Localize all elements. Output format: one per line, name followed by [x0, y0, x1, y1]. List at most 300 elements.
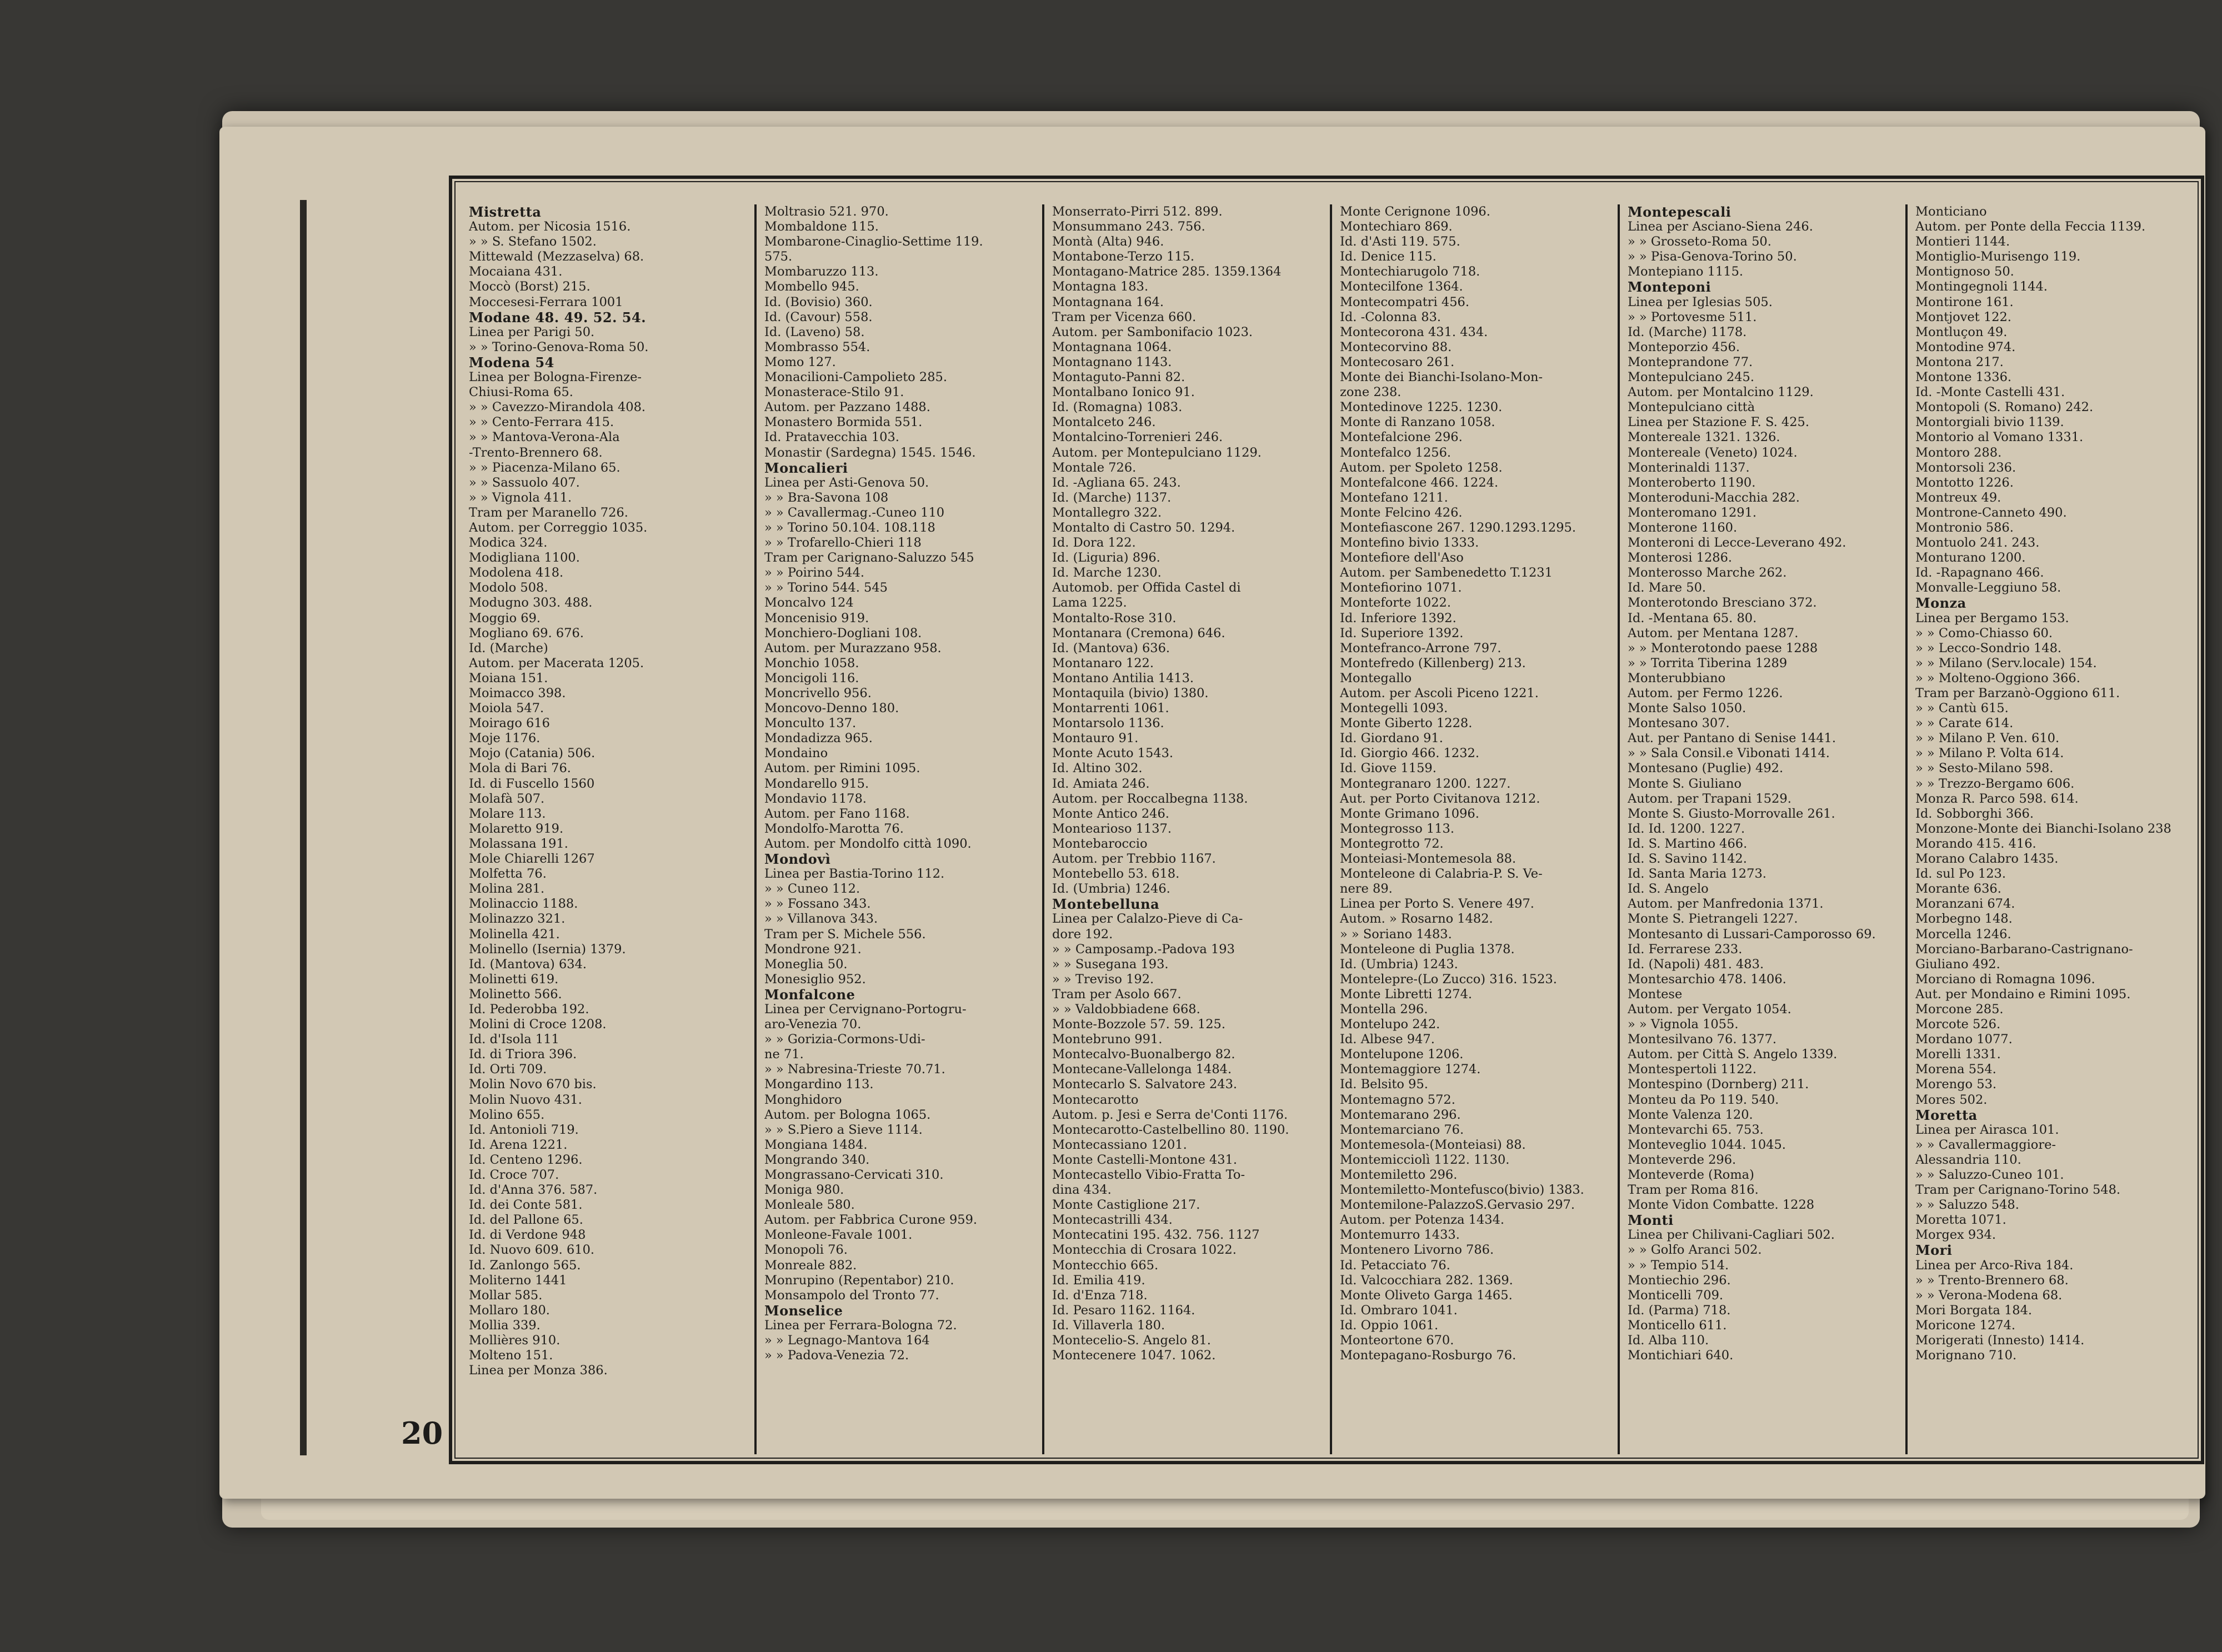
index-heading: Modena 54 [469, 354, 554, 371]
index-entry: Mole Chiarelli 1267 [469, 852, 595, 867]
index-entry: Autom. per Mentana 1287. [1628, 625, 1799, 640]
index-entry: » » Trezzo-Bergamo 606. [1915, 776, 2075, 791]
index-entry: » » Cavallermag.-Cuneo 110 [764, 505, 945, 520]
index-entry: » » Saluzzo 548. [1915, 1198, 2019, 1213]
index-entry: Id. d'Isola 111 [469, 1032, 559, 1047]
index-entry: Mores 502. [1915, 1092, 1988, 1107]
index-entry: Aut. per Porto Civitanova 1212. [1340, 791, 1540, 806]
index-entry: Linea per Bergamo 153. [1915, 610, 2069, 625]
index-entry: Molino 655. [469, 1107, 545, 1122]
index-entry: Monte Castelli-Montone 431. [1052, 1152, 1238, 1167]
index-entry: Monterosi 1286. [1628, 550, 1733, 565]
index-entry: Monteroni di Lecce-Leverano 492. [1628, 535, 1846, 550]
index-entry: Monza R. Parco 598. 614. [1915, 791, 2079, 806]
index-entry: Id. Pesaro 1162. 1164. [1052, 1303, 1195, 1318]
index-entry: » » Legnago-Mantova 164 [764, 1333, 930, 1348]
index-entry: Montefino bivio 1333. [1340, 535, 1479, 550]
index-entry: Linea per Monza 386. [469, 1363, 608, 1378]
index-entry: » » Fossano 343. [764, 897, 871, 912]
index-entry: Morigerati (Innesto) 1414. [1915, 1333, 2085, 1348]
index-entry: Montà (Alta) 946. [1052, 234, 1164, 249]
index-entry: Molin Novo 670 bis. [469, 1077, 597, 1092]
index-entry: Giuliano 492. [1915, 957, 2000, 972]
index-entry: Montecorona 431. 434. [1340, 324, 1488, 339]
index-entry: Montebaroccio [1052, 836, 1148, 851]
index-entry: Autom. per Montalcino 1129. [1628, 385, 1814, 400]
index-entry: dina 434. [1052, 1183, 1112, 1198]
index-entry: Montanaro 122. [1052, 655, 1154, 670]
index-entry: Moncalvo 124 [764, 595, 854, 610]
index-entry: Monte Felcino 426. [1340, 505, 1463, 520]
index-entry: Id. -Mentana 65. 80. [1628, 610, 1757, 625]
index-entry: Autom. per Rimini 1095. [764, 761, 920, 776]
index-heading: Modane 48. 49. 52. 54. [469, 309, 647, 325]
index-entry: » » Grosseto-Roma 50. [1628, 234, 1771, 249]
index-entry: Monte Oliveto Garga 1465. [1340, 1288, 1513, 1303]
index-entry: Montecastello Vibio-Fratta To- [1052, 1168, 1245, 1182]
index-entry: Montecassiano 1201. [1052, 1137, 1187, 1152]
index-entry: Id. Denice 115. [1340, 249, 1437, 264]
index-entry: Montagnana 164. [1052, 294, 1164, 309]
page-spine-line [300, 200, 307, 1455]
index-entry: Montelupo 242. [1340, 1017, 1440, 1032]
index-entry: Id. d'Anna 376. 587. [469, 1183, 598, 1198]
index-entry: Montemurro 1433. [1340, 1228, 1460, 1243]
index-entry: Montorgiali bivio 1139. [1915, 415, 2064, 430]
index-entry: Montieri 1144. [1915, 234, 2010, 249]
index-entry: Id. S. Angelo [1628, 882, 1709, 897]
index-entry: » » Milano P. Ven. 610. [1915, 731, 2060, 746]
index-entry: Montemiletto-Montefusco(bivio) 1383. [1340, 1183, 1584, 1198]
index-entry: Morciano-Barbarano-Castrignano- [1915, 942, 2133, 957]
index-entry: Chiusi-Roma 65. [469, 385, 573, 400]
index-entry: » » Cento-Ferrara 415. [469, 415, 614, 430]
index-entry: » » Saluzzo-Cuneo 101. [1915, 1168, 2064, 1182]
index-entry: Id. Orti 709. [469, 1062, 547, 1077]
index-entry: Id. Giordano 91. [1340, 731, 1443, 746]
index-entry: » » S.Piero a Sieve 1114. [764, 1122, 923, 1137]
index-entry: Moricone 1274. [1915, 1318, 2016, 1333]
index-entry: Montalceto 246. [1052, 415, 1156, 430]
index-entry: » » Piacenza-Milano 65. [469, 460, 620, 475]
index-entry: Molaretto 919. [469, 821, 564, 836]
index-column-2 [754, 204, 1042, 1454]
index-entry: Monchiero-Dogliani 108. [764, 625, 922, 640]
index-entry: Morando 415. 416. [1915, 836, 2036, 851]
index-entry: Montecelio-S. Angelo 81. [1052, 1333, 1211, 1348]
index-entry: Autom. per Mondolfo città 1090. [764, 836, 972, 851]
index-entry: Monzone-Monte dei Bianchi-Isolano 238 [1915, 821, 2171, 836]
index-heading: Moncalieri [764, 460, 848, 475]
index-entry: Montecenere 1047. 1062. [1052, 1348, 1216, 1363]
index-heading: Mori [1915, 1243, 1953, 1258]
index-entry: Montefranco-Arrone 797. [1340, 640, 1502, 655]
index-entry: Montichiari 640. [1628, 1348, 1734, 1363]
index-entry: Aut. per Pantano di Senise 1441. [1628, 731, 1836, 746]
index-entry: Montechiarugolo 718. [1340, 264, 1480, 279]
index-heading: Monza [1915, 595, 1966, 611]
index-entry: Montemesola-(Monteiasi) 88. [1340, 1137, 1526, 1152]
index-entry: Monterotondo Bresciano 372. [1628, 595, 1817, 610]
index-entry: Id. (Romagna) 1083. [1052, 400, 1183, 415]
index-entry: Id. Petacciato 76. [1340, 1258, 1450, 1273]
index-entry: Montereale 1321. 1326. [1628, 430, 1780, 445]
index-entry: Id. d'Enza 718. [1052, 1288, 1148, 1303]
index-entry: Mocaiana 431. [469, 264, 563, 279]
index-entry: Moliterno 1441 [469, 1273, 567, 1288]
index-entry: Montorsoli 236. [1915, 460, 2016, 475]
index-entry: Monterosso Marche 262. [1628, 565, 1787, 580]
index-entry: Mongardino 113. [764, 1077, 874, 1092]
index-entry: Id. Altino 302. [1052, 761, 1143, 776]
index-entry: Montorio al Vomano 1331. [1915, 430, 2084, 445]
index-entry: Monreale 882. [764, 1258, 857, 1273]
index-entry: Monteforte 1022. [1340, 595, 1451, 610]
index-entry: Monte S. Giusto-Morrovalle 261. [1628, 806, 1835, 821]
index-entry: Montalto-Rose 310. [1052, 610, 1177, 625]
index-entry: Molinaccio 1188. [469, 897, 578, 912]
index-entry: Id. (Marche) 1137. [1052, 490, 1172, 505]
index-entry: Montepulciano 245. [1628, 370, 1755, 385]
index-entry: Montirone 161. [1915, 294, 2014, 309]
index-column-5 [1618, 204, 1905, 1454]
index-entry: Id. -Rapagnano 466. [1915, 565, 2044, 580]
index-entry: Linea per Airasca 101. [1915, 1122, 2059, 1137]
index-entry: Moiana 151. [469, 670, 548, 685]
index-entry: Id. Id. 1200. 1227. [1628, 821, 1745, 836]
index-entry: Id. (Napoli) 481. 483. [1628, 957, 1764, 972]
index-column-4 [1330, 204, 1618, 1454]
index-entry: Monacilioni-Campolieto 285. [764, 370, 947, 385]
index-entry: Montebello 53. 618. [1052, 867, 1180, 882]
index-entry: Monesiglio 952. [764, 972, 866, 987]
index-entry: Mondaino [764, 746, 828, 761]
index-entry: Mombello 945. [764, 279, 859, 294]
index-entry: Id. Pederobba 192. [469, 1002, 589, 1017]
index-entry: Moncigoli 116. [764, 670, 859, 685]
index-entry: Monsampolo del Tronto 77. [764, 1288, 939, 1303]
index-column-6 [1905, 204, 2193, 1454]
index-entry: Mongrassano-Cervicati 310. [764, 1168, 944, 1182]
index-entry: Mombaruzzo 113. [764, 264, 879, 279]
index-entry: Monghidoro [764, 1092, 842, 1107]
index-entry: Autom. per Ascoli Piceno 1221. [1340, 686, 1539, 700]
index-entry: Linea per Porto S. Venere 497. [1340, 897, 1534, 912]
index-entry: Morcella 1246. [1915, 927, 2011, 942]
index-entry: Id. Emilia 419. [1052, 1273, 1145, 1288]
index-entry: Id. (Parma) 718. [1628, 1303, 1731, 1318]
index-entry: Montereale (Veneto) 1024. [1628, 445, 1798, 460]
index-entry: Monteleone di Puglia 1378. [1340, 942, 1515, 957]
index-entry: Autom. per Roccalbegna 1138. [1052, 791, 1248, 806]
index-entry: Montalto di Castro 50. 1294. [1052, 520, 1235, 535]
index-entry: Modolena 418. [469, 565, 564, 580]
index-entry: » » Pisa-Genova-Torino 50. [1628, 249, 1797, 264]
index-entry: Autom. per Ponte della Feccia 1139. [1915, 219, 2146, 234]
index-entry: Montecilfone 1364. [1340, 279, 1463, 294]
index-entry: » » Cantù 615. [1915, 701, 2009, 716]
index-entry: Montefredo (Killenberg) 213. [1340, 655, 1526, 670]
index-entry: Id. Superiore 1392. [1340, 625, 1464, 640]
index-entry: Linea per Arco-Riva 184. [1915, 1258, 2074, 1273]
index-entry: » » Torino-Genova-Roma 50. [469, 339, 649, 354]
index-entry: Monte Antico 246. [1052, 806, 1169, 821]
index-entry: Modigliana 1100. [469, 550, 580, 565]
index-entry: Moneglia 50. [764, 957, 848, 972]
index-entry: Montauro 91. [1052, 731, 1139, 746]
index-entry: » » Mantova-Verona-Ala [469, 430, 620, 445]
index-entry: Montesano 307. [1628, 716, 1730, 731]
index-entry: » » Verona-Modena 68. [1915, 1288, 2063, 1303]
index-heading: Mondovì [764, 852, 831, 867]
index-entry: Morbegno 148. [1915, 912, 2013, 927]
index-entry: Id. Valcocchiara 282. 1369. [1340, 1273, 1513, 1288]
index-entry: » » Lecco-Sondrio 148. [1915, 640, 2062, 655]
index-entry: Monte Cerignone 1096. [1340, 204, 1490, 219]
index-entry: Morcone 285. [1915, 1002, 2004, 1017]
index-entry: » » Sala Consil.e Vibonati 1414. [1628, 746, 1830, 761]
index-entry: Monte di Ranzano 1058. [1340, 415, 1495, 430]
index-entry: » » Trento-Brennero 68. [1915, 1273, 2069, 1288]
index-entry: Monterinaldi 1137. [1628, 460, 1750, 475]
index-entry: Montecorvino 88. [1340, 339, 1452, 354]
index-entry: Id. -Colonna 83. [1340, 309, 1442, 324]
index-entry: Id. di Verdone 948 [469, 1228, 586, 1243]
index-entry: Autom. per Murazzano 958. [764, 640, 942, 655]
index-entry: Montagnano 1143. [1052, 354, 1172, 369]
index-entry: Molafà 507. [469, 791, 545, 806]
index-entry: Id. (Umbria) 1246. [1052, 882, 1170, 897]
index-entry: Montese [1628, 987, 1683, 1002]
index-entry: » » Treviso 192. [1052, 972, 1154, 987]
index-entry: » » S. Stefano 1502. [469, 234, 597, 249]
index-entry: Autom. per Spoleto 1258. [1340, 460, 1503, 475]
index-entry: » » Sassuolo 407. [469, 475, 580, 490]
index-entry: » » Valdobbiadene 668. [1052, 1002, 1200, 1017]
index-entry: Monte Acuto 1543. [1052, 746, 1174, 761]
index-entry: Mongrando 340. [764, 1152, 870, 1167]
index-entry: Montegrosso 113. [1340, 821, 1455, 836]
index-entry: Montenero Livorno 786. [1340, 1243, 1494, 1258]
index-entry: Moncovo-Denno 180. [764, 701, 899, 716]
index-entry: » » Golfo Aranci 502. [1628, 1243, 1762, 1258]
index-entry: Molin Nuovo 431. [469, 1092, 582, 1107]
index-entry: Autom. per Trebbio 1167. [1052, 852, 1216, 867]
index-entry: Monteprandone 77. [1628, 354, 1753, 369]
index-entry: » » Cavallermaggiore- [1915, 1137, 2056, 1152]
index-entry: Monleone-Favale 1001. [764, 1228, 913, 1243]
index-entry: Monculto 137. [764, 716, 857, 731]
index-entry: Montagnana 1064. [1052, 339, 1172, 354]
index-entry: » » Vignola 1055. [1628, 1017, 1739, 1032]
index-entry: Autom. per Sambenedetto T.1231 [1340, 565, 1553, 580]
index-entry: Montecarotto [1052, 1092, 1139, 1107]
index-entry: Id. Amiata 246. [1052, 776, 1150, 791]
index-entry: Autom. per Sambonifacio 1023. [1052, 324, 1253, 339]
index-entry: Montagano-Matrice 285. 1359.1364 [1052, 264, 1282, 279]
index-entry: Morelli 1331. [1915, 1047, 2001, 1062]
index-entry: Tram per Carignano-Torino 548. [1915, 1183, 2121, 1198]
index-entry: Montemagno 572. [1340, 1092, 1455, 1107]
index-entry: Monteverde (Roma) [1628, 1168, 1754, 1182]
index-entry: Autom. per Manfredonia 1371. [1628, 897, 1824, 912]
index-entry: Montignoso 50. [1915, 264, 2014, 279]
index-entry: Tram per Roma 816. [1628, 1183, 1759, 1198]
index-entry: Autom. per Bologna 1065. [764, 1107, 931, 1122]
index-entry: Morengo 53. [1915, 1077, 1997, 1092]
index-entry: Tram per Maranello 726. [469, 505, 628, 520]
index-entry: Montepulciano città [1628, 400, 1755, 415]
index-entry: Montegranaro 1200. 1227. [1340, 776, 1511, 791]
index-entry: Moggio 69. [469, 610, 541, 625]
index-entry: Montefiascone 267. 1290.1293.1295. [1340, 520, 1576, 535]
index-entry: Morgex 934. [1915, 1228, 1996, 1243]
index-entry: Montevarchi 65. 753. [1628, 1122, 1764, 1137]
index-entry: Monvalle-Leggiuno 58. [1915, 580, 2061, 595]
index-entry: Moirago 616 [469, 716, 550, 731]
index-entry: Montagna 183. [1052, 279, 1149, 294]
index-entry: Monte Libretti 1274. [1340, 987, 1473, 1002]
index-entry: Id. -Monte Castelli 431. [1915, 385, 2065, 400]
index-entry: Monterubbiano [1628, 670, 1726, 685]
index-entry: Id. Villaverla 180. [1052, 1318, 1165, 1333]
index-entry: Montefiore dell'Aso [1340, 550, 1464, 565]
index-entry: » » Villanova 343. [764, 912, 878, 927]
index-entry: Montepagano-Rosburgo 76. [1340, 1348, 1517, 1363]
index-entry: Id. (Mantova) 634. [469, 957, 587, 972]
index-entry: » » Tempio 514. [1628, 1258, 1729, 1273]
index-entry: Montodine 974. [1915, 339, 2016, 354]
index-entry: Linea per Bastia-Torino 112. [764, 867, 945, 882]
index-entry: Montesilvano 76. 1377. [1628, 1032, 1777, 1047]
index-entry: Autom. per Città S. Angelo 1339. [1628, 1047, 1838, 1062]
index-entry: Montefano 1211. [1340, 490, 1448, 505]
index-entry: Montale 726. [1052, 460, 1137, 475]
index-entry: Montecane-Vallelonga 1484. [1052, 1062, 1232, 1077]
index-entry: Montiechio 296. [1628, 1273, 1731, 1288]
index-entry: Monte S. Giuliano [1628, 776, 1742, 791]
index-entry: Mombrasso 554. [764, 339, 870, 354]
index-entry: » » Cavezzo-Mirandola 408. [469, 400, 646, 415]
index-entry: Montespino (Dornberg) 211. [1628, 1077, 1809, 1092]
index-entry: Monte Vidon Combatte. 1228 [1628, 1198, 1815, 1213]
index-entry: Id. (Mantova) 636. [1052, 640, 1170, 655]
index-entry: Molinetto 566. [469, 987, 562, 1002]
index-entry: Id. (Liguria) 896. [1052, 550, 1160, 565]
index-entry: Mollar 585. [469, 1288, 543, 1303]
index-entry: Morante 636. [1915, 882, 2001, 897]
index-entry: Montemicciolì 1122. 1130. [1340, 1152, 1510, 1167]
index-entry: Monte Castiglione 217. [1052, 1198, 1200, 1213]
index-entry: Linea per Chilivani-Cagliari 502. [1628, 1228, 1835, 1243]
index-entry: Monte-Bozzole 57. 59. 125. [1052, 1017, 1226, 1032]
index-entry: Montegallo [1340, 670, 1412, 685]
index-entry: Montuolo 241. 243. [1915, 535, 2040, 550]
index-entry: Id. (Marche) 1178. [1628, 324, 1747, 339]
index-entry: Autom. per Nicosia 1516. [469, 219, 631, 234]
index-entry: Moniga 980. [764, 1183, 844, 1198]
index-entry: Id. (Cavour) 558. [764, 309, 873, 324]
index-entry: Montano Antilia 1413. [1052, 670, 1194, 685]
index-entry: ne 71. [764, 1047, 804, 1062]
index-entry: Morignano 710. [1915, 1348, 2017, 1363]
index-entry: Mondavio 1178. [764, 791, 867, 806]
index-entry: Id. Zanlongo 565. [469, 1258, 581, 1273]
index-entry: Monserrato-Pirri 512. 899. [1052, 204, 1223, 219]
index-entry: Molinetti 619. [469, 972, 559, 987]
index-entry: Id. Santa Maria 1273. [1628, 867, 1766, 882]
index-entry: aro-Venezia 70. [764, 1017, 862, 1032]
index-entry: Montanara (Cremona) 646. [1052, 625, 1225, 640]
index-entry: Montaquila (bivio) 1380. [1052, 686, 1209, 700]
index-entry: Morano Calabro 1435. [1915, 852, 2059, 867]
index-entry: Mondrone 921. [764, 942, 862, 957]
index-entry: Monopoli 76. [764, 1243, 848, 1258]
index-entry: Tram per Carignano-Saluzzo 545 [764, 550, 974, 565]
index-entry: Id. dei Conte 581. [469, 1198, 583, 1213]
index-entry: Montearioso 1137. [1052, 821, 1172, 836]
index-entry: » » Vignola 411. [469, 490, 572, 505]
index-entry: Linea per Ferrara-Bologna 72. [764, 1318, 957, 1333]
index-entry: Autom. p. Jesi e Serra de'Conti 1176. [1052, 1107, 1288, 1122]
index-entry: Modolo 508. [469, 580, 548, 595]
index-entry: Montegelli 1093. [1340, 701, 1448, 716]
index-column-3 [1042, 204, 1330, 1454]
index-entry: Montluçon 49. [1915, 324, 2008, 339]
index-entry: Montefiorino 1071. [1340, 580, 1462, 595]
index-entry: Montecatini 195. 432. 756. 1127 [1052, 1228, 1260, 1243]
index-entry: Tram per Vicenza 660. [1052, 309, 1197, 324]
index-entry: Id. Giorgio 466. 1232. [1340, 746, 1480, 761]
index-entry: Autom. per Trapani 1529. [1628, 791, 1791, 806]
index-column-1 [467, 204, 754, 1454]
index-entry: Monleale 580. [764, 1198, 855, 1213]
index-entry: Molinella 421. [469, 927, 560, 942]
index-entry: Monticiano [1915, 204, 1987, 219]
index-heading: Montebelluna [1052, 897, 1160, 912]
index-entry: -Trento-Brennero 68. [469, 445, 603, 460]
index-entry: » » Molteno-Oggiono 366. [1915, 670, 2080, 685]
index-entry: Moranzani 674. [1915, 897, 2015, 912]
index-entry: zone 238. [1340, 385, 1402, 400]
index-entry: Id. Alba 110. [1628, 1333, 1709, 1348]
index-entry: » » Torino 544. 545 [764, 580, 888, 595]
index-heading: Monfalcone [764, 987, 855, 1002]
index-entry: Montelepre-(Lo Zucco) 316. 1523. [1340, 972, 1557, 987]
index-entry: Montabone-Terzo 115. [1052, 249, 1195, 264]
index-entry: » » Como-Chiasso 60. [1915, 625, 2053, 640]
index-entry: Molassana 191. [469, 836, 568, 851]
index-entry: Montecarotto-Castelbellino 80. 1190. [1052, 1122, 1289, 1137]
index-entry: » » Susegana 193. [1052, 957, 1169, 972]
index-entry: Molare 113. [469, 806, 546, 821]
index-entry: Id. Ombraro 1041. [1340, 1303, 1458, 1318]
index-entry: Id. Arena 1221. [469, 1137, 568, 1152]
index-entry: Mori Borgata 184. [1915, 1303, 2033, 1318]
index-entry: dore 192. [1052, 927, 1113, 942]
index-entry: Montona 217. [1915, 354, 2004, 369]
index-entry: Molina 281. [469, 882, 545, 897]
index-entry: Montelupone 1206. [1340, 1047, 1464, 1062]
index-entry: Id. Sobborghi 366. [1915, 806, 2034, 821]
index-entry: Id. (Umbria) 1243. [1340, 957, 1458, 972]
index-entry: Montingegnoli 1144. [1915, 279, 2048, 294]
index-entry: Autom. per Pazzano 1488. [764, 400, 930, 415]
index-entry: Monteleone di Calabria-P. S. Ve- [1340, 867, 1543, 882]
index-entry: Id. di Fuscello 1560 [469, 776, 595, 791]
index-entry: Montefalcione 296. [1340, 430, 1463, 445]
index-entry: » » Trofarello-Chieri 118 [764, 535, 922, 550]
